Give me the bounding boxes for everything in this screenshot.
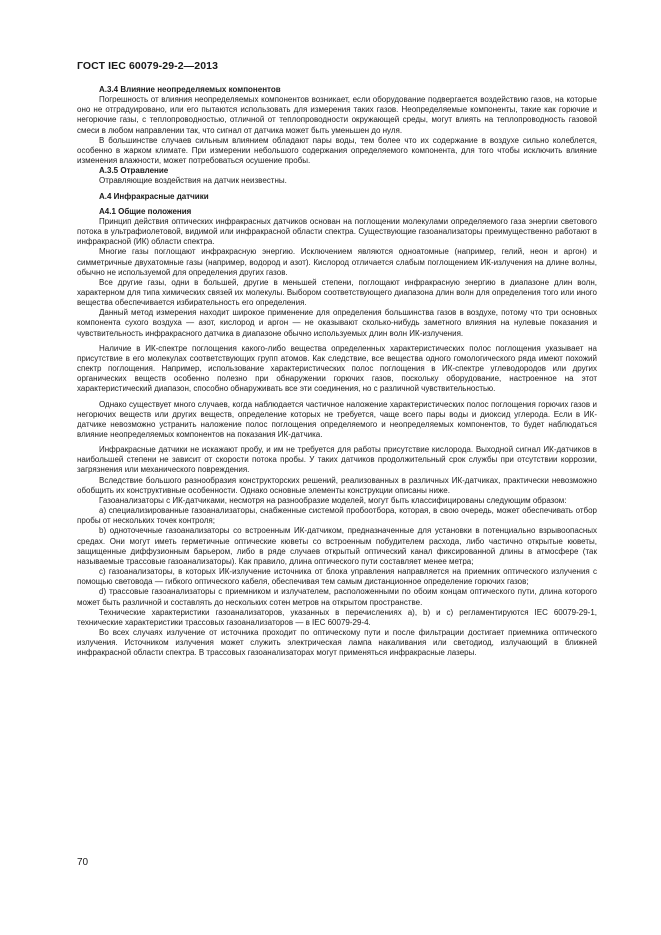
section-heading: А.4 Инфракрасные датчики [99, 191, 209, 201]
paragraph: Данный метод измерения находит широкое применение для определения большинства газов в воздухе, потому что три основных компонента сухого воздуха — азот, кислород и аргон — не оказывают сколько-нибудь заметного влияния на нулевые показания и чувствительность инфракрасного датчика в диапазоне обычно используемых длин волн ИК-излучения. [77, 308, 597, 338]
paragraph: Многие газы поглощают инфракрасную энергию. Исключением являются одноатомные (например, гелий, неон и аргон) и симметричные двухатомные газы (например, водород и азот). Кислород отличается слабым поглощением ИК-излучения на длине волны, обычно не используемой для определения других газов. [77, 247, 597, 277]
paragraph: Наличие в ИК-спектре поглощения какого-либо вещества определенных характеристических полос поглощения указывает на присутствие в его молекулах соответствующих групп атомов. Как следствие, все вещества одного гомологического ряда имеют похожий спектр поглощения. Например, использование характеристических полос поглощения в ИК-спектре углеводородов или других органических веществ особенно полезно при обнаружении горючих газов, поскольку оборудование, настроенное на этот характеристический диапазон, способно обнаруживать все эти соединения, но с различной чувствительностью. [77, 343, 597, 394]
document-header: ГОСТ IEC 60079-29-2—2013 [77, 60, 219, 72]
paragraph: Погрешность от влияния неопределяемых компонентов возникает, если оборудование подвергается воздействию газов, на которые оно не отградуировано, или его пытаются использовать для измерения таких газов. Неопределяемые компоненты, такие как горючие и негорючие газы, с теплопроводностью, отличной от теплопроводности окружающей среды, могут влиять на теплопроводность газовой смеси в любом направлении так, что сигнал от датчика может быть уменьшен до нуля. [77, 95, 597, 135]
paragraph: Отравляющие воздействия на датчик неизвестны. [99, 176, 287, 186]
section-heading: А4.1 Общие положения [99, 206, 192, 216]
paragraph: Однако существует много случаев, когда наблюдается частичное наложение характеристических полос поглощения горючих газов и негорючих веществ или других веществ, определение которых не требуется, чаще всего пары воды и диоксид углерода. Если в ИК-датчике невозможно устранить наложение полос поглощения определяемого и неопределяемых компонентов, то будет наблюдаться влияние неопределяемых компонентов на показания ИК-датчика. [77, 399, 597, 439]
paragraph: В большинстве случаев сильным влиянием обладают пары воды, тем более что их содержание в воздухе сильно колеблется, особенно в жарком климате. При измерении небольшого содержания определяемого компонента, для того чтобы исключить влияние изменения влажности, может потребоваться осушение пробы. [77, 135, 597, 166]
paragraph: Вследствие большого разнообразия конструкторских решений, реализованных в различных ИК-датчиках, практически невозможно обобщить их конструктивные особенности. Однако основные элементы конструкции описаны ниже. [77, 475, 597, 495]
paragraph: Все другие газы, одни в большей, другие в меньшей степени, поглощают инфракрасную энергию в диапазоне длин волн, характерном для типа химических связей их молекулы. Выбором соответствующего диапазона длин волн для определения того или иного вещества обеспечивается избирательность его определения. [77, 277, 597, 308]
paragraph: Во всех случаях излучение от источника проходит по оптическому пути и после фильтрации достигает приемника оптического излучения. Источником излучения может служить электрическая лампа накаливания или светодиод, излучающий в ближней инфракрасной области спектра. В трассовых газоанализаторах могут применяться инфракрасные лазеры. [77, 627, 597, 658]
paragraph: Принцип действия оптических инфракрасных датчиков основан на поглощении молекулами определяемого газа энергии светового потока в ультрафиолетовой, видимой или инфракрасной области спектра. Существующие газоанализаторы преимущественно работают в инфракрасной (ИК) области спектра. [77, 216, 597, 247]
paragraph: b) одноточечные газоанализаторы со встроенным ИК-датчиком, предназначенные для установки в потенциально взрывоопасных средах. Они могут иметь герметичные оптические кюветы со встроенным побудителем расхода, либо частично открытые кюветы, защищенные диффузионным барьером, либо в ряде случаев открытый оптический канал фиксированной длины в атмосфере (так называемые трассовые газоанализаторы). Как правило, длина оптического пути составляет менее метра; [77, 526, 597, 566]
paragraph: а) специализированные газоанализаторы, снабженные системой пробоотбора, которая, в свою очередь, может обеспечивать отбор пробы от нескольких точек контроля; [77, 506, 597, 526]
section-heading: А.3.4 Влияние неопределяемых компонентов [99, 85, 281, 94]
page-number: 70 [77, 857, 89, 868]
paragraph: Инфракрасные датчики не искажают пробу, и им не требуется для работы присутствие кислорода. Выходной сигнал ИК-датчиков в наибольшей степени не зависит от скорости потока пробы. У таких датчиков продолжительный срок службы при отсутствии коррозии, загрязнения или механического повреждения. [77, 445, 597, 475]
document-body [77, 85, 597, 658]
paragraph: Газоанализаторы с ИК-датчиками, несмотря на разнообразие моделей, могут быть классифицированы следующим образом: [99, 495, 567, 505]
paragraph: d) трассовые газоанализаторы с приемником и излучателем, расположенными по обоим концам оптического пути, длина которого может быть различной и составлять до нескольких сотен метров на открытом пространстве. [77, 587, 597, 607]
paragraph: Технические характеристики газоанализаторов, указанных в перечислениях а), b) и с) регламентируются IEC 60079-29-1, технические характеристики трассовых газоанализаторов — в IEC 60079-29-4. [77, 607, 597, 627]
section-heading: А.3.5 Отравление [99, 166, 169, 176]
paragraph: с) газоанализаторы, в которых ИК-излучение источника от блока управления направляется на приемник оптического излучения с помощью световода — гибкого оптического кабеля, обеспечивая тем самым дистанционное определение горючих газов; [77, 567, 597, 587]
